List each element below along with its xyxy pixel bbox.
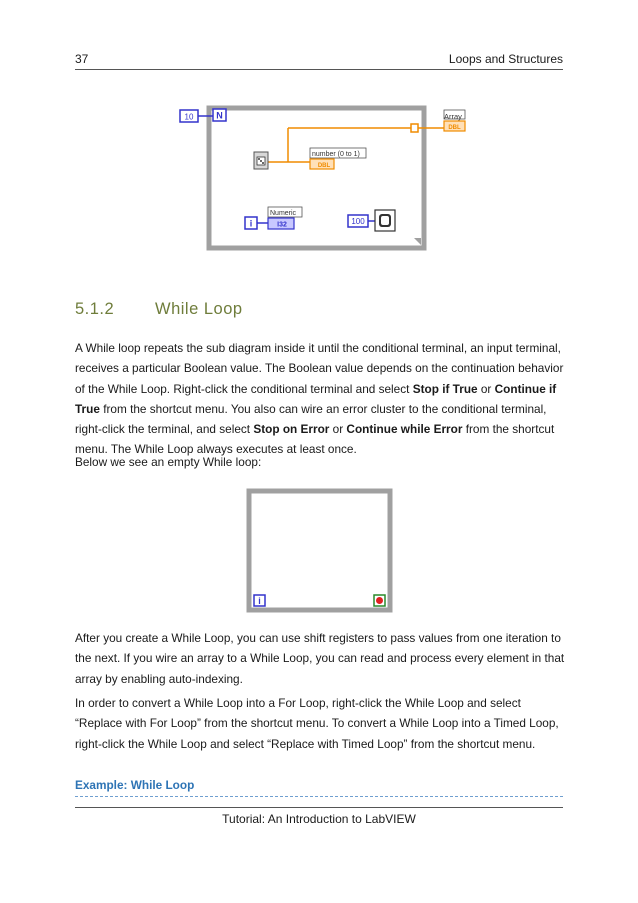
example-rule	[75, 796, 563, 797]
menu-option-text: Stop if True	[412, 381, 478, 396]
stop-condition-icon	[374, 595, 385, 606]
section-number: 5.1.2	[75, 300, 115, 318]
wait-ms-icon	[375, 210, 395, 231]
paragraph-text-run: from the shortcut menu. The While Loop always executes at least once.	[75, 422, 555, 457]
count-constant: 10	[184, 112, 194, 122]
array-type: DBL	[448, 125, 461, 131]
paragraph-shift-registers: After you create a While Loop, you can use shift registers to pass values from one iteration to the next. If you wire an array to a While Loop, you can read and process every element in that array by enabling auto-indexing.	[75, 631, 565, 686]
section-title: While Loop	[155, 300, 243, 318]
example-heading: Example: While Loop	[75, 778, 195, 792]
while-loop-frame	[249, 491, 390, 610]
paragraph-while-loop-intro	[75, 338, 565, 460]
paragraph-text-run: or	[477, 381, 495, 396]
paragraph-convert-loop: In order to convert a While Loop into a For Loop, right-click the While Loop and select “Replace with For Loop” from the shortcut menu. To convert a While Loop into a Timed Loop, right-click the While Loop and select “Replace with Timed Loop” from the shortcut menu.	[75, 696, 559, 751]
array-label: Array	[444, 112, 462, 121]
paragraph-text-run: A While loop repeats the sub diagram inside it until the conditional terminal, an input terminal, receives a particular Boolean value. The Boolean value depends on the continuation behavior of the While Loop. Right-click the conditional terminal and select	[75, 341, 564, 396]
page-footer: Tutorial: An Introduction to LabVIEW	[222, 812, 416, 826]
header-title: Loops and Structures	[448, 52, 563, 66]
footer-rule	[75, 807, 563, 808]
paragraph-text-run: from the shortcut menu. You also can wire an error cluster to the conditional terminal, right-click the terminal, and select	[75, 401, 547, 437]
iteration-terminal-label: i	[258, 596, 261, 606]
header-rule	[75, 69, 563, 70]
auto-index-tunnel	[411, 124, 418, 132]
numeric-label: Numeric	[270, 210, 297, 217]
menu-option-text: Continue if True	[75, 381, 557, 416]
random-number-icon	[254, 152, 268, 169]
random-type: DBL	[317, 163, 331, 169]
while-loop-diagram	[246, 488, 393, 613]
menu-option-text: Stop on Error	[253, 422, 330, 437]
iteration-terminal-label: i	[249, 218, 253, 229]
for-loop-diagram	[178, 104, 468, 254]
random-label: number (0 to 1)	[312, 151, 360, 158]
page-header	[75, 48, 563, 68]
page-number: 37	[75, 52, 89, 66]
wait-constant: 100	[351, 217, 365, 226]
menu-option-text: Continue while Error	[346, 422, 463, 437]
section-heading	[75, 300, 243, 319]
paragraph-text-run: or	[329, 422, 347, 437]
paragraph-empty-while: Below we see an empty While loop:	[75, 455, 262, 469]
numeric-type: I32	[277, 221, 287, 229]
count-terminal-label: N	[216, 110, 223, 121]
